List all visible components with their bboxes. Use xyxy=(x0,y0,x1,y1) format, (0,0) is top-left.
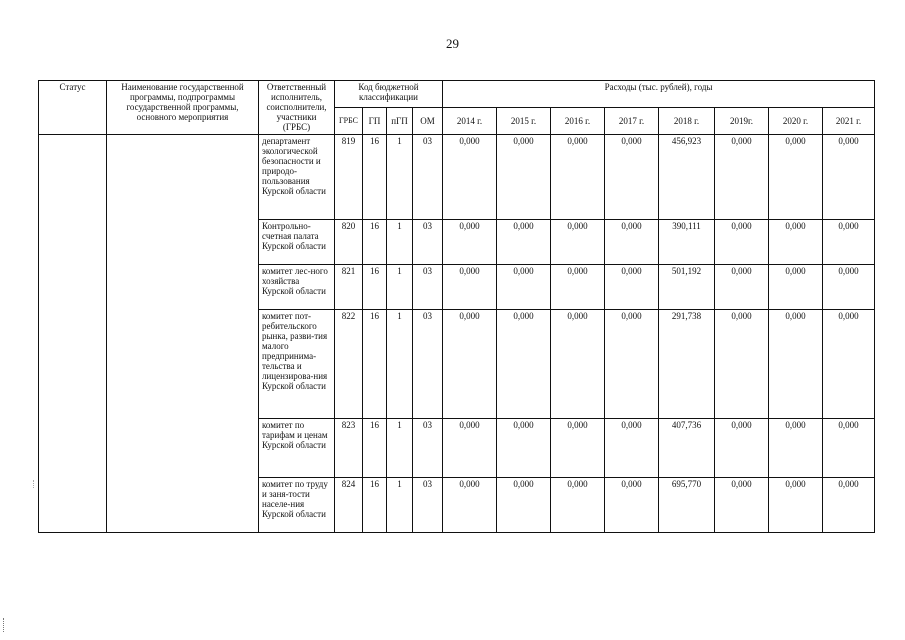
om-cell: 03 xyxy=(413,265,443,310)
scan-margin-mark xyxy=(3,618,6,632)
value-cell: 0,000 xyxy=(769,220,823,265)
value-cell: 0,000 xyxy=(715,135,769,220)
value-cell: 0,000 xyxy=(823,220,875,265)
scan-margin-mark xyxy=(33,480,35,488)
pgp-cell: 1 xyxy=(387,135,413,220)
value-cell: 0,000 xyxy=(715,265,769,310)
grbs-cell: 822 xyxy=(335,310,363,419)
om-cell: 03 xyxy=(413,419,443,478)
value-cell: 0,000 xyxy=(769,478,823,533)
value-cell: 0,000 xyxy=(497,478,551,533)
value-cell: 0,000 xyxy=(715,310,769,419)
value-cell: 0,000 xyxy=(497,310,551,419)
header-name: Наименование государственной программы, подпрограммы государственной программы, основного мероприятия xyxy=(107,81,259,135)
value-cell: 0,000 xyxy=(443,220,497,265)
grbs-cell: 820 xyxy=(335,220,363,265)
value-cell: 0,000 xyxy=(769,265,823,310)
value-cell: 0,000 xyxy=(443,135,497,220)
gp-cell: 16 xyxy=(363,265,387,310)
value-cell: 407,736 xyxy=(659,419,715,478)
header-year: 2019г. xyxy=(715,108,769,135)
om-cell: 03 xyxy=(413,220,443,265)
value-cell: 0,000 xyxy=(605,419,659,478)
responsible-cell: комитет по тарифам и ценам Курской области xyxy=(259,419,335,478)
header-year: 2014 г. xyxy=(443,108,497,135)
header-expenses: Расходы (тыс. рублей), годы xyxy=(443,81,875,108)
value-cell: 0,000 xyxy=(769,419,823,478)
value-cell: 0,000 xyxy=(551,135,605,220)
value-cell: 390,111 xyxy=(659,220,715,265)
value-cell: 0,000 xyxy=(823,478,875,533)
value-cell: 0,000 xyxy=(715,419,769,478)
value-cell: 0,000 xyxy=(605,220,659,265)
value-cell: 0,000 xyxy=(551,478,605,533)
pgp-cell: 1 xyxy=(387,265,413,310)
header-year: 2021 г. xyxy=(823,108,875,135)
value-cell: 0,000 xyxy=(605,135,659,220)
value-cell: 0,000 xyxy=(551,265,605,310)
header-year: 2015 г. xyxy=(497,108,551,135)
responsible-cell: департамент экологической безопасности и природо-пользования Курской области xyxy=(259,135,335,220)
gp-cell: 16 xyxy=(363,478,387,533)
gp-cell: 16 xyxy=(363,135,387,220)
pgp-cell: 1 xyxy=(387,310,413,419)
header-year: 2020 г. xyxy=(769,108,823,135)
value-cell: 0,000 xyxy=(769,310,823,419)
value-cell: 0,000 xyxy=(769,135,823,220)
value-cell: 0,000 xyxy=(497,220,551,265)
header-row-top xyxy=(39,81,875,108)
value-cell: 456,923 xyxy=(659,135,715,220)
gp-cell: 16 xyxy=(363,419,387,478)
header-year: 2016 г. xyxy=(551,108,605,135)
table-row xyxy=(39,135,875,220)
value-cell: 0,000 xyxy=(497,265,551,310)
header-pgp: пГП xyxy=(387,108,413,135)
value-cell: 0,000 xyxy=(551,220,605,265)
header-year: 2017 г. xyxy=(605,108,659,135)
value-cell: 0,000 xyxy=(443,310,497,419)
pgp-cell: 1 xyxy=(387,220,413,265)
responsible-cell: комитет лес-ного хозяйства Курской области xyxy=(259,265,335,310)
header-responsible: Ответственный исполнитель, соисполнители, участники (ГРБС) xyxy=(259,81,335,135)
value-cell: 0,000 xyxy=(497,419,551,478)
responsible-cell: комитет пот-ребительского рынка, разви-тия малого предпринима-тельства и лицензирова-ния Курской области xyxy=(259,310,335,419)
responsible-cell: Контрольно-счетная палата Курской области xyxy=(259,220,335,265)
value-cell: 0,000 xyxy=(715,478,769,533)
value-cell: 501,192 xyxy=(659,265,715,310)
value-cell: 0,000 xyxy=(497,135,551,220)
grbs-cell: 824 xyxy=(335,478,363,533)
grbs-cell: 819 xyxy=(335,135,363,220)
header-gp: ГП xyxy=(363,108,387,135)
name-cell xyxy=(107,135,259,533)
header-grbs: ГРБС xyxy=(335,108,363,135)
value-cell: 0,000 xyxy=(443,265,497,310)
value-cell: 0,000 xyxy=(715,220,769,265)
value-cell: 0,000 xyxy=(443,419,497,478)
value-cell: 291,738 xyxy=(659,310,715,419)
budget-table xyxy=(38,80,875,533)
value-cell: 0,000 xyxy=(605,265,659,310)
value-cell: 0,000 xyxy=(823,265,875,310)
om-cell: 03 xyxy=(413,135,443,220)
value-cell: 0,000 xyxy=(551,419,605,478)
pgp-cell: 1 xyxy=(387,478,413,533)
gp-cell: 16 xyxy=(363,310,387,419)
grbs-cell: 821 xyxy=(335,265,363,310)
header-budget-code: Код бюджетной классификации xyxy=(335,81,443,108)
value-cell: 0,000 xyxy=(551,310,605,419)
value-cell: 0,000 xyxy=(443,478,497,533)
header-year: 2018 г. xyxy=(659,108,715,135)
value-cell: 0,000 xyxy=(823,419,875,478)
responsible-cell: комитет по труду и заня-тости населе-ния Курской области xyxy=(259,478,335,533)
value-cell: 0,000 xyxy=(605,478,659,533)
page-number: 29 xyxy=(446,36,459,51)
header-status: Статус xyxy=(39,81,107,135)
grbs-cell: 823 xyxy=(335,419,363,478)
om-cell: 03 xyxy=(413,310,443,419)
om-cell: 03 xyxy=(413,478,443,533)
header-om: ОМ xyxy=(413,108,443,135)
value-cell: 695,770 xyxy=(659,478,715,533)
gp-cell: 16 xyxy=(363,220,387,265)
value-cell: 0,000 xyxy=(823,310,875,419)
value-cell: 0,000 xyxy=(605,310,659,419)
value-cell: 0,000 xyxy=(823,135,875,220)
pgp-cell: 1 xyxy=(387,419,413,478)
status-cell xyxy=(39,135,107,533)
